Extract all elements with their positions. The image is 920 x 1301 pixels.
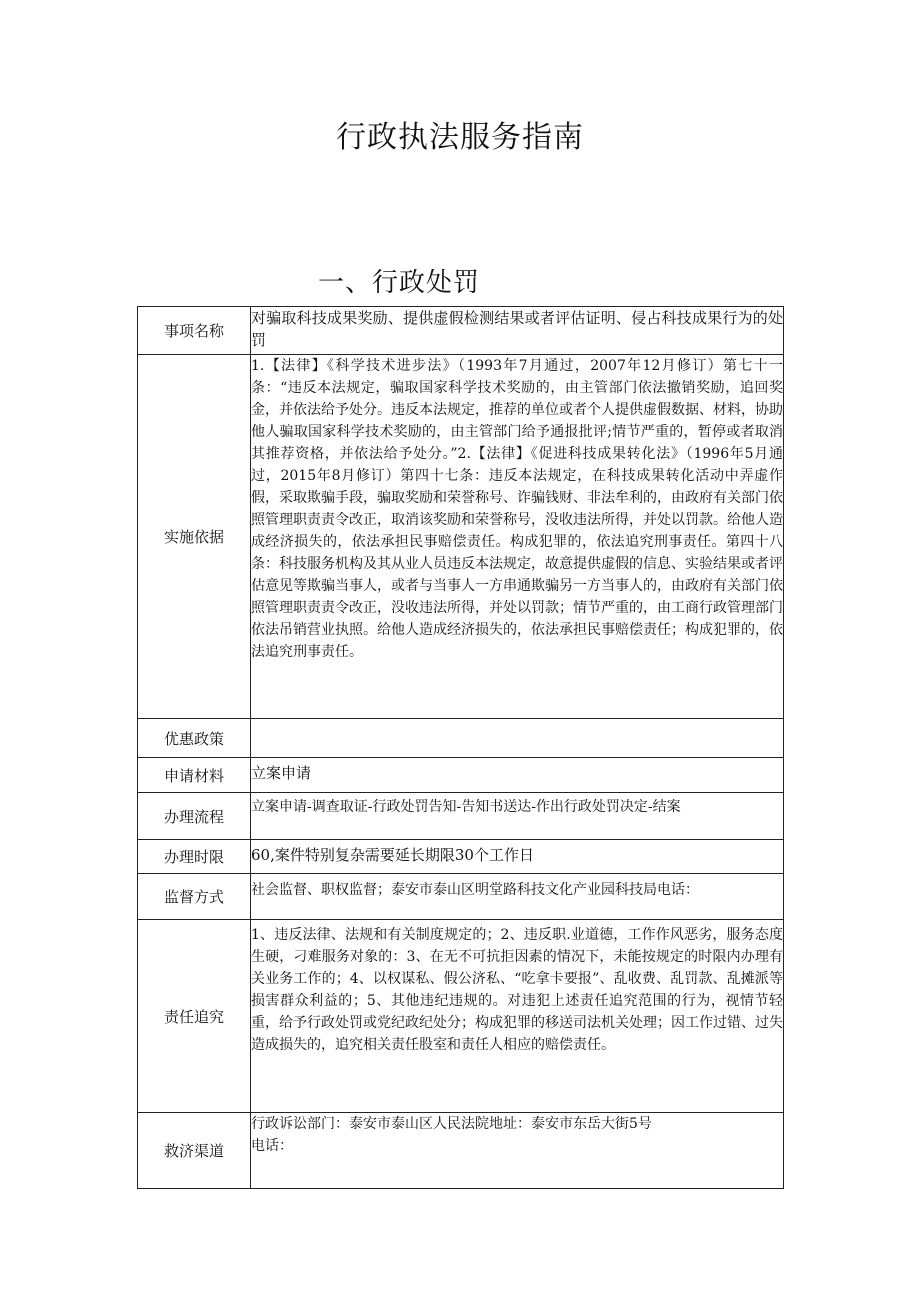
table-row-accountability <box>138 920 784 1113</box>
time-limit-label: 办理时限 <box>138 840 251 874</box>
supervision-label: 监督方式 <box>138 874 251 920</box>
table-row-item-name <box>138 307 784 355</box>
section-title: 一、行政处罚 <box>318 268 481 298</box>
process-value: 立案申请-调查取证-行政处罚告知-告知书送达-作出行政处罚决定-结案 <box>251 793 784 840</box>
basis-value: 1.【法律】《科学技术进步法》（1993年7月通过，2007年12月修订）第七十一条：“违反本法规定，骗取国家科学技术奖励的，由主管部门依法撤销奖励，追回奖金，并依法给予处分。违反本法规定，推荐的单位或者个人提供虚假数据、材料，协助他人骗取国家科学技术奖励的，由主管部门给予通报批评;情节严重的，暂停或者取消其推荐资格，并依法给予处分。”2.【法律】《促进科技成果转化法》（1996年5月通过，2015年8月修订）第四十七条：违反本法规定，在科技成果转化活动中弄虚作假，采取欺骗手段，骗取奖励和荣誉称号、诈骗钱财、非法牟利的，由政府有关部门依照管理职责责令改正，取消该奖励和荣誉称号，没收违法所得，并处以罚款。给他人造成经济损失的，依法承担民事赔偿责任。构成犯罪的，依法追究刑事责任。第四十八条：科技服务机构及其从业人员违反本法规定，故意提供虚假的信息、实验结果或者评估意见等欺骗当事人，或者与当事人一方串通欺骗另一方当事人的，由政府有关部门依照管理职责责令改正，没收违法所得，并处以罚款；情节严重的，由工商行政管理部门依法吊销营业执照。给他人造成经济损失的，依法承担民事赔偿责任；构成犯罪的，依法追究刑事责任。 <box>251 355 784 719</box>
table-row-process <box>138 793 784 840</box>
remedy-value <box>251 1113 784 1189</box>
remedy-line-phone: 电话： <box>251 1138 293 1154</box>
materials-label: 申请材料 <box>138 758 251 793</box>
table-row-basis <box>138 355 784 719</box>
materials-value: 立案申请 <box>251 758 784 793</box>
item-name-label: 事项名称 <box>138 307 251 355</box>
table-row-remedy <box>138 1113 784 1189</box>
preferential-policy-label: 优惠政策 <box>138 719 251 758</box>
preferential-policy-value <box>251 719 784 758</box>
accountability-label: 责任追究 <box>138 920 251 1113</box>
table-row-preferential-policy <box>138 719 784 758</box>
document-title: 行政执法服务指南 <box>336 120 584 155</box>
remedy-label: 救济渠道 <box>138 1113 251 1189</box>
item-name-value: 对骗取科技成果奖励、提供虚假检测结果或者评估证明、侵占科技成果行为的处罚 <box>251 307 784 355</box>
table-row-supervision <box>138 874 784 920</box>
accountability-value: 1、违反法律、法规和有关制度规定的；2、违反职.业道德，工作作风恶劣，服务态度生硬，刁难服务对象的：3、在无不可抗拒因素的情况下，未能按规定的时限内办理有关业务工作的；4、以权谋私、假公济私、“吃拿卡要报”、乱收费、乱罚款、乱摊派等损害群众利益的；5、其他违纪违规的。对违犯上述责任追究范围的行为，视情节轻重，给予行政处罚或党纪政纪处分；构成犯罪的移送司法机关处理；因工作过错、过失造成损失的，追究相关责任股室和责任人相应的赔偿责任。 <box>251 920 784 1113</box>
process-label: 办理流程 <box>138 793 251 840</box>
time-limit-value: 60,案件特别复杂需要延长期限30个工作日 <box>251 840 784 874</box>
table-row-materials <box>138 758 784 793</box>
service-guide-table <box>137 306 784 1189</box>
table-row-time-limit <box>138 840 784 874</box>
basis-label: 实施依据 <box>138 355 251 719</box>
supervision-value: 社会监督、职权监督；泰安市泰山区明堂路科技文化产业园科技局电话： <box>251 874 784 920</box>
remedy-line-court: 行政诉讼部门：泰安市泰山区人民法院地址：泰安市东岳大街5号 <box>251 1116 652 1132</box>
